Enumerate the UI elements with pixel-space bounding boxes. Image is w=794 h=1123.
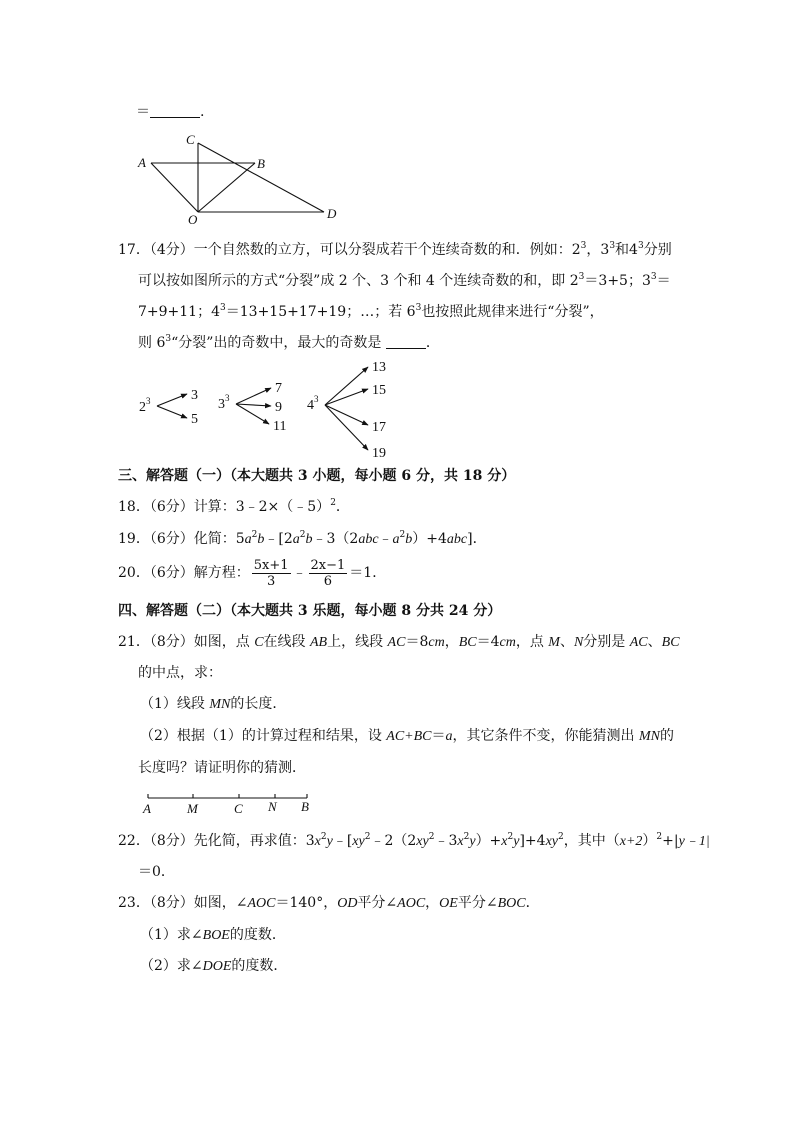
q21-line1: 21．（8分）如图，点 C在线段 AB上，线段 AC＝8cm，BC＝4cm，点 M、N分别是 AC、BC [118,634,680,650]
q21-segment-figure [136,786,326,818]
arrow [325,389,368,405]
item-3: 3 [191,388,198,403]
q20: 20．（6分）解方程： $\frac{5x+1}{3}$ ﹣ $\frac{2x-1}{6}$ ＝1． [118,557,387,589]
q21-part2-cont: 长度吗？请证明你的猜测． [138,760,306,776]
q18: 18．（6分）计算：3﹣2×（﹣5）$^2$． [118,498,350,515]
point-m: M [187,801,198,816]
arrow [157,394,187,406]
q16-figure [130,128,350,228]
q23-part1: （1）求∠BOE的度数． [140,927,286,943]
point-a: A [143,801,151,816]
q22-line2: ＝0． [138,864,175,880]
section-3-heading: 三、解答题（一）（本大题共 3 小题，每小题 6 分，共 18 分） [118,468,516,484]
point-b: B [301,799,309,814]
item-5: 5 [191,412,198,427]
arrow [236,404,271,406]
q17-line4: 则 $6^3“$分裂”出的奇数中，最大的奇数是 ． [138,334,440,351]
answer-blank[interactable] [150,103,200,118]
arrow [325,367,368,405]
item-11: 11 [273,419,287,434]
item-19: 19 [372,446,386,461]
q21-line2: 的中点，求： [138,665,222,681]
item-17: 17 [372,420,386,435]
q17-line3: 7+9+11；$4^3=13+15+17+19$；…；若 $6^3$也按照此规律来进行“分裂”， [138,303,604,320]
item-13: 13 [372,360,386,375]
fraction: $\frac{2x-1}{6}$ [310,557,346,589]
segment-cd [198,143,324,212]
q23-line1: 23．（8分）如图，∠AOC＝140°，OD平分∠AOC，OE平分∠BOC． [118,895,540,911]
fraction: $\frac{5x+1}{3}$ [253,557,289,589]
point-c: C [234,801,243,816]
q17-split-figure [130,352,410,462]
base-2: $2^3$ [139,396,151,415]
segment-ob [198,163,255,212]
q23-part2: （2）求∠DOE的度数． [140,958,288,974]
arrow [236,388,271,404]
point-n: N [268,799,277,814]
arrow [325,405,368,425]
arrow [236,404,269,424]
segment-ao [151,163,198,212]
item-7: 7 [275,381,282,396]
label-c: C [186,132,195,147]
q22-line1: 22．（8分）先化简，再求值：$3x^2y﹣[xy^2﹣2(2xy^2﹣3x^2y)+x^2y]+4xy^2$，其中$(x+2)^2+|y﹣1|$ [118,832,710,849]
q19: 19．（6分）化简：$5a^2b﹣[2a^2b﹣3(2abc﹣a^2b)+4abc]$． [118,530,487,547]
label-a: A [138,155,146,170]
q17-line1: 17．（4分）一个自然数的立方，可以分裂成若干个连续奇数的和．例如：$2^3$，$3^3$和$4^3$分别 [118,241,672,258]
item-15: 15 [372,383,386,398]
q21-part2: （2）根据（1）的计算过程和结果，设 AC+BC＝a，其它条件不变，你能猜测出 MN的 [140,728,674,744]
label-d: D [327,206,337,221]
q17-line2: 可以按如图所示的方式“分裂”成 2 个、3 个和 4 个连续奇数的和，即 $2^3=3+5$；$3^3=$ [138,272,671,289]
arrow [157,406,187,418]
arrow [325,405,368,450]
item-9: 9 [275,400,282,415]
q21-part1: （1）线段 MN的长度． [140,696,287,712]
answer-blank[interactable] [386,334,426,349]
q16-answer-line: ＝ . [136,104,205,120]
base-4: $4^3$ [307,394,319,413]
base-3: $3^3$ [218,393,230,412]
label-o: O [188,212,198,227]
label-b: B [257,156,265,171]
section-4-heading: 四、解答题（二）（本大题共 3 乐题，每小题 8 分共 24 分） [118,603,502,619]
